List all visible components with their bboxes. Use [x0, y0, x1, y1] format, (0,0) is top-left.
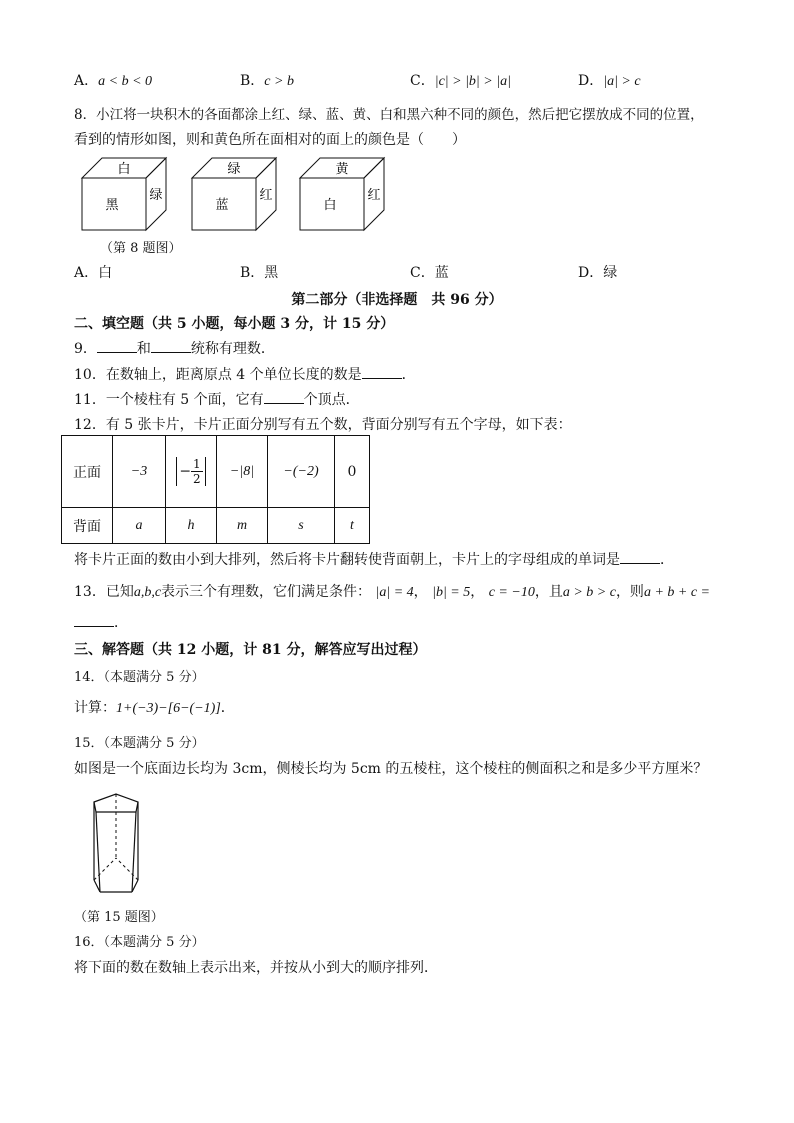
cube-1: [80, 156, 170, 236]
cube-2-front-label: 蓝: [215, 198, 229, 213]
q12-card-table: [61, 435, 370, 544]
q8-line-1: 8．小江将一块积木的各面都涂上红、绿、蓝、黄、白和黑六种不同的颜色，然后把它摆放成不同的位置，: [74, 107, 704, 123]
q7-option-c-text: |c| > |b| > |a|: [434, 74, 511, 89]
q7-option-b-text: c > b: [264, 74, 294, 89]
front-cell-3: −|8|: [217, 436, 268, 508]
cube-3: [298, 156, 388, 236]
q13-cond-2: |b| = 5: [432, 585, 471, 600]
q15-figure-caption: （第 15 题图）: [74, 910, 164, 925]
cube-3-top-label: 黄: [335, 162, 349, 177]
q7-option-a: A．a < b < 0: [74, 73, 153, 89]
cube-1-front-label: 黑: [105, 198, 119, 213]
q10-blank[interactable]: [362, 366, 402, 379]
front-cell-1: −3: [113, 436, 166, 508]
q7-option-a-text: a < b < 0: [98, 74, 153, 89]
back-cell-5: t: [335, 508, 370, 544]
q14-head: 14．（本题满分 5 分）: [74, 670, 205, 685]
pentagonal-prism-figure: [84, 790, 148, 900]
q10: 10．在数轴上，距离原点 4 个单位长度的数是 ．: [74, 367, 416, 383]
q8-option-a: A．白: [74, 265, 113, 281]
q8-option-d: D．绿: [578, 265, 618, 281]
q15-head: 15．（本题满分 5 分）: [74, 736, 205, 751]
cube-1-side-label: 绿: [149, 188, 163, 203]
q7-option-d: D．|a| > c: [578, 73, 641, 89]
back-label: 背面: [62, 508, 113, 544]
q9-blank-1[interactable]: [97, 340, 137, 353]
back-cell-1: a: [113, 508, 166, 544]
cube-2: [190, 156, 280, 236]
cube-2-side-label: 红: [259, 188, 273, 203]
q9: 9． 和 统称有理数．: [74, 341, 275, 357]
section2-title: 二、填空题（共 5 小题，每小题 3 分，计 15 分）: [74, 316, 395, 332]
front-cell-2: − $\frac{1}{2}$: [166, 436, 217, 508]
q13-expr: a + b + c =: [643, 585, 710, 600]
q8-option-b: B．黑: [240, 265, 279, 281]
q7-option-c: C．|c| > |b| > |a|: [410, 73, 511, 89]
q13-cond-3: c = −10: [488, 585, 535, 600]
q13: 13．已知a,b,c表示三个有理数，它们满足条件： |a| = 4， |b| = 5， c = −10，且a > b > c，则a + b + c =: [74, 584, 710, 600]
section3-title: 三、解答题（共 12 小题，计 81 分，解答应写出过程）: [74, 642, 427, 658]
front-label: 正面: [62, 436, 113, 508]
cube-3-front-label: 白: [323, 198, 337, 213]
cube-2-top-label: 绿: [227, 162, 241, 177]
q13-answer-line: ．: [74, 614, 128, 632]
front-cell-5: 0: [335, 436, 370, 508]
cube-3-side-label: 红: [367, 188, 381, 203]
q15-text: 如图是一个底面边长均为 3cm，侧棱长均为 5cm 的五棱柱，这个棱柱的侧面积之和是多少平方厘米？: [74, 761, 708, 777]
q7-option-b: B．c > b: [240, 73, 294, 89]
front-cell-4: −(−2): [268, 436, 335, 508]
q8-figure-caption: （第 8 题图）: [100, 241, 182, 256]
q13-cond-4: a > b > c: [562, 585, 616, 600]
q12-outro: 将卡片正面的数由小到大排列，然后将卡片翻转使背面朝上，卡片上的字母组成的单词是 ．: [74, 552, 674, 568]
q11: 11．一个棱柱有 5 个面，它有 个顶点．: [74, 392, 360, 408]
q7-option-d-text: |a| > c: [603, 74, 641, 89]
back-cell-2: h: [166, 508, 217, 544]
q12-intro: 12．有 5 张卡片，卡片正面分别写有五个数，背面分别写有五个字母，如下表：: [74, 417, 572, 433]
q14-text: 计算：1+(−3)−[6−(−1)]．: [74, 700, 235, 716]
back-cell-3: m: [217, 508, 268, 544]
back-cell-4: s: [268, 508, 335, 544]
q14-expression: 1+(−3)−[6−(−1)]: [116, 701, 221, 716]
q9-blank-2[interactable]: [151, 340, 191, 353]
q13-blank[interactable]: [74, 614, 114, 627]
q8-option-c: C．蓝: [410, 265, 449, 281]
cube-1-top-label: 白: [117, 162, 131, 177]
q12-blank[interactable]: [620, 551, 660, 564]
q16-head: 16．（本题满分 5 分）: [74, 935, 205, 950]
q13-cond-1: |a| = 4: [375, 585, 414, 600]
q8-line-2: 看到的情形如图，则和黄色所在面相对的面上的颜色是（ ）: [74, 132, 466, 148]
part2-title: 第二部分（非选择题 共 96 分）: [291, 292, 503, 308]
q11-blank[interactable]: [264, 391, 304, 404]
q16-text: 将下面的数在数轴上表示出来，并按从小到大的顺序排列．: [74, 960, 438, 976]
